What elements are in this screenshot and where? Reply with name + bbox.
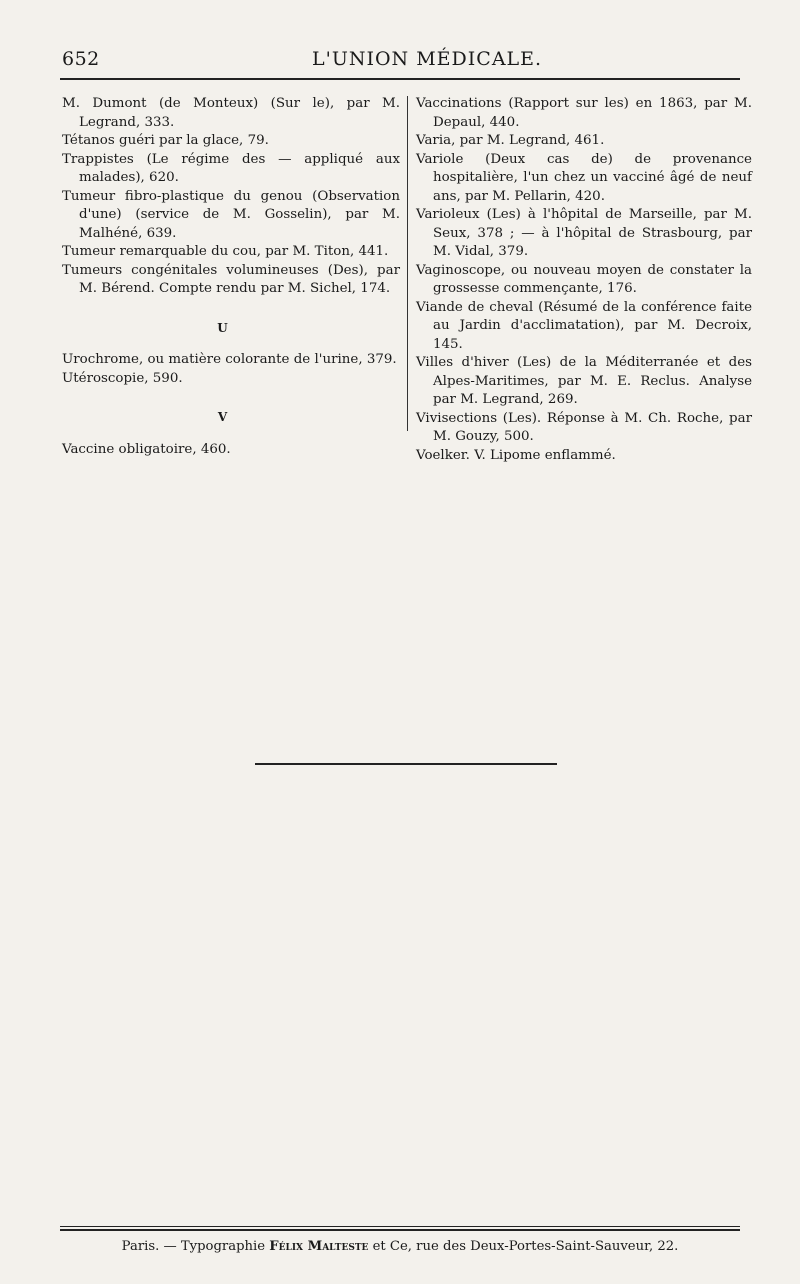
index-entry: Varioleux (Les) à l'hôpital de Marseille, par M. Seux, 378 ; — à l'hôpital de Strasbourg, par M. Vidal, 379. (416, 207, 752, 259)
index-entry: Tumeur remarquable du cou, par M. Titon, 441. (62, 244, 389, 259)
index-entry: Varia, par M. Legrand, 461. (416, 133, 605, 148)
index-entry: Trappistes (Le régime des — appliqué aux malades), 620. (62, 151, 400, 185)
index-entry: Villes d'hiver (Les) de la Méditerranée et des Alpes-Maritimes, par M. E. Reclus. Analyse par M. Legrand, 269. (416, 355, 752, 407)
index-entry: Urochrome, ou matière colorante de l'urine, 379. (62, 352, 397, 367)
index-entry: Vaccine obligatoire, 460. (62, 441, 231, 457)
index-entry: Vaginoscope, ou nouveau moyen de constater la grossesse commençante, 176. (416, 262, 752, 296)
section-letter-v: V (217, 410, 228, 424)
index-entry: Viande de cheval (Résumé de la conférence faite au Jardin d'acclimatation), par M. Decroix, 145. (416, 299, 752, 352)
printer-name: Félix Malteste (269, 1239, 369, 1254)
index-entry: Variole (Deux cas de) de provenance hospitalière, l'un chez un vacciné âgé de neuf ans, par M. Pellarin, 420. (416, 151, 752, 204)
right-column (416, 95, 752, 465)
index-entry: Tumeur fibro-plastique du genou (Observation d'une) (service de M. Gosselin), par M. Malhéné, 639. (62, 188, 400, 241)
left-column (62, 95, 400, 459)
printer-imprint (0, 1239, 800, 1254)
page-number: 652 (62, 48, 100, 70)
imprint-suffix: et Ce, rue des Deux-Portes-Saint-Sauveur, 22. (372, 1239, 679, 1254)
index-entry: Utéroscopie, 590. (62, 370, 183, 386)
end-of-index-rule (255, 763, 557, 765)
imprint-prefix: Paris. — Typographie (121, 1239, 266, 1254)
footer-rule (60, 1229, 740, 1231)
footer-rule (60, 1226, 740, 1227)
index-entry: Voelker. V. Lipome enflammé. (416, 447, 616, 463)
index-entry: Vivisections (Les). Réponse à M. Ch. Roche, par M. Gouzy, 500. (416, 410, 752, 444)
section-letter-u: U (217, 320, 228, 335)
index-entry: Vaccinations (Rapport sur les) en 1863, par M. Depaul, 440. (416, 96, 752, 130)
index-entry: Tétanos guéri par la glace, 79. (62, 133, 269, 148)
index-entry: M. Dumont (de Monteux) (Sur le), par M. Legrand, 333. (62, 96, 400, 130)
column-divider (407, 96, 408, 431)
index-entry: Tumeurs congénitales volumineuses (Des), par M. Bérend. Compte rendu par M. Sichel, 174. (62, 262, 400, 296)
running-title: L'UNION MÉDICALE. (312, 48, 543, 70)
header-rule (60, 78, 740, 80)
